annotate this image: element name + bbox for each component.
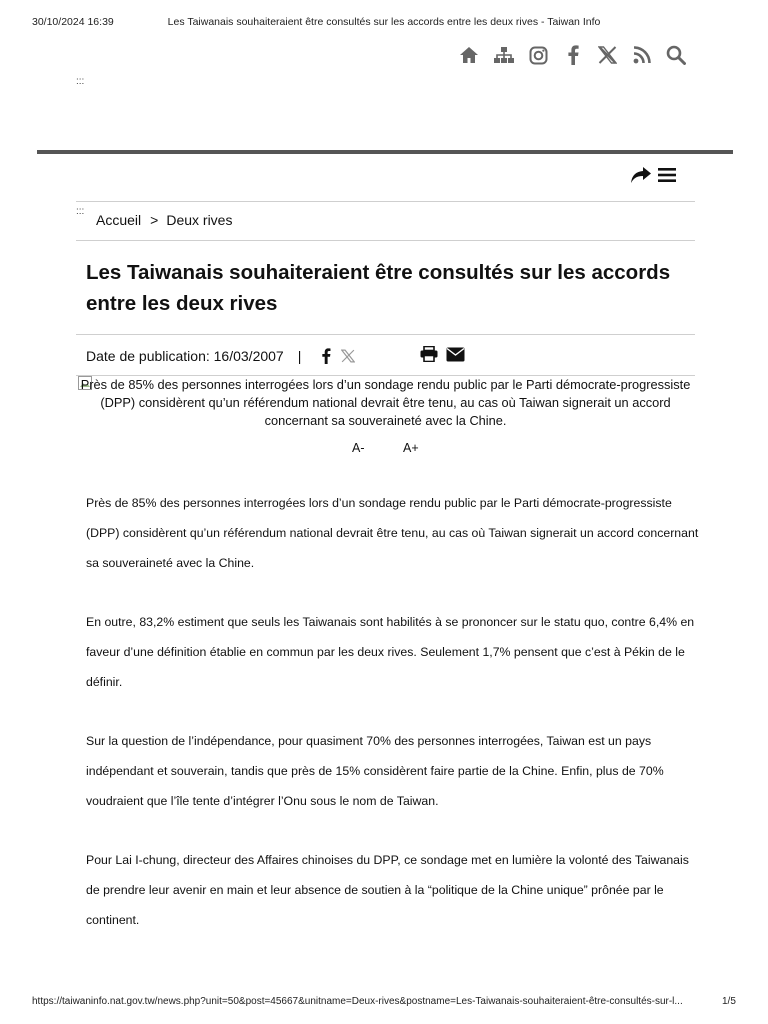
- print-header: [0, 16, 768, 30]
- share-icon[interactable]: [630, 166, 652, 184]
- font-decrease-button[interactable]: A-: [352, 441, 365, 455]
- breadcrumb: [96, 212, 232, 228]
- article-paragraph: Près de 85% des personnes interrogées lors d’un sondage rendu public par le Parti démocrate-progressiste (DPP) considèrent qu’un référendum national devrait être tenu, au cas où Taiwan signerait un accord concernant sa souveraineté avec la Chine.: [86, 496, 699, 570]
- article-paragraph: En outre, 83,2% estiment que seuls les Taiwanais sont habilités à se prononcer sur le statu quo, contre 6,4% en faveur d’une définition établie en commun par les deux rives. Seulement 1,7% pensent que c’est à Pékin de le définir.: [86, 615, 695, 689]
- print-mail-tools: [420, 346, 473, 362]
- x-icon[interactable]: [596, 44, 618, 66]
- article-tools: [630, 166, 676, 184]
- rss-icon[interactable]: [631, 44, 653, 66]
- print-page-title: Les Taiwanais souhaiteraient être consultés sur les accords entre les deux rives - Taiwan Info: [167, 16, 601, 28]
- header-divider: [37, 150, 733, 154]
- font-increase-button[interactable]: A+: [403, 441, 419, 455]
- breadcrumb-deux-rives[interactable]: Deux rives: [166, 212, 233, 228]
- article-paragraph: Pour Lai I-chung, directeur des Affaires chinoises du DPP, ce sondage met en lumière la volonté des Taiwanais de prendre leur avenir en main et leur absence de soutien à la “politique de la Chine unique” prônée par le continent.: [86, 853, 689, 927]
- article-paragraph: Sur la question de l’indépendance, pour quasiment 70% des personnes interrogées, Taiwan est un pays indépendant et souverain, tandis que près de 15% considèrent faire partie de la Chine. Enfin, plus de 70% voudraient que l’île tente d’intégrer l’Onu sous le nom de Taiwan.: [86, 734, 664, 808]
- divider: [76, 334, 695, 335]
- skip-link-marker[interactable]: :::: [76, 206, 85, 217]
- publication-date: Date de publication: 16/03/2007: [86, 348, 284, 364]
- instagram-icon[interactable]: [527, 44, 549, 66]
- print-page-number: 1/5: [722, 996, 736, 1007]
- facebook-icon[interactable]: [562, 44, 584, 66]
- divider: [76, 240, 695, 241]
- breadcrumb-separator: >: [150, 212, 159, 228]
- publication-row: [86, 346, 365, 366]
- print-url: https://taiwaninfo.nat.gov.tw/news.php?unit=50&post=45667&unitname=Deux-rives&postname=Les-Taiwanais-souhaiteraient-être-consultés-sur-l...: [32, 996, 683, 1007]
- home-icon[interactable]: [458, 44, 480, 66]
- article-body: [86, 488, 700, 964]
- email-icon[interactable]: [446, 347, 465, 362]
- print-icon[interactable]: [420, 346, 438, 362]
- sitemap-icon[interactable]: [493, 44, 515, 66]
- top-icon-bar: [458, 44, 687, 66]
- divider: [76, 201, 695, 202]
- print-date: 30/10/2024 16:39: [32, 16, 114, 28]
- x-share-icon[interactable]: [341, 349, 355, 363]
- search-icon[interactable]: [665, 44, 687, 66]
- image-caption: Près de 85% des personnes interrogées lors d’un sondage rendu public par le Parti démocrate-progressiste (DPP) considèrent qu’un référendum national devrait être tenu, au cas où Taiwan signerait un accord concernant sa souveraineté avec la Chine.: [80, 377, 691, 428]
- pipe-separator: |: [297, 348, 302, 364]
- breadcrumb-home[interactable]: Accueil: [96, 212, 142, 228]
- facebook-share-icon[interactable]: [321, 348, 331, 364]
- menu-icon[interactable]: [658, 167, 676, 183]
- article-title: Les Taiwanais souhaiteraient être consultés sur les accords entre les deux rives: [86, 261, 671, 315]
- skip-link-marker[interactable]: :::: [76, 76, 85, 87]
